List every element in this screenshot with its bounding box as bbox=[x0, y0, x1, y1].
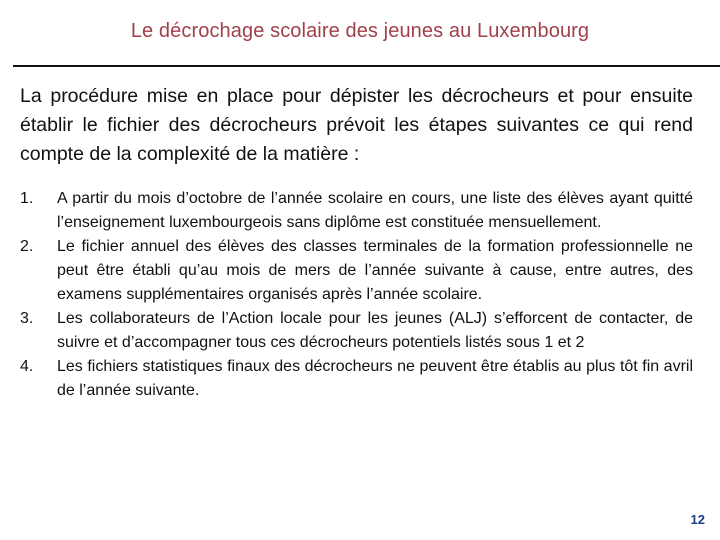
step-item-2 bbox=[20, 235, 693, 307]
page-number: 12 bbox=[690, 512, 705, 527]
step-text: Les fichiers statistiques finaux des décrocheurs ne peuvent être établis au plus tôt fin avril de l’année suivante. bbox=[57, 358, 693, 399]
step-item-3 bbox=[20, 307, 693, 355]
intro-paragraph: La procédure mise en place pour dépister les décrocheurs et pour ensuite établir le fichier des décrocheurs prévoit les étapes suivantes ce qui rend compte de la complexité de la matière : bbox=[20, 85, 693, 165]
title-divider bbox=[13, 65, 720, 67]
slide-title: Le décrochage scolaire des jeunes au Luxembourg bbox=[130, 20, 590, 42]
slide-body bbox=[20, 82, 693, 403]
step-number: 3. bbox=[20, 310, 34, 327]
step-number: 2. bbox=[20, 238, 34, 255]
step-item-1 bbox=[20, 187, 693, 235]
step-item-4 bbox=[20, 355, 693, 403]
step-number: 1. bbox=[20, 190, 34, 207]
step-text: Les collaborateurs de l’Action locale pour les jeunes (ALJ) s’efforcent de contacter, de suivre et d’accompagner tous ces décrocheurs potentiels listés sous 1 et 2 bbox=[57, 310, 693, 351]
step-number: 4. bbox=[20, 358, 34, 375]
step-text: A partir du mois d’octobre de l’année scolaire en cours, une liste des élèves ayant quitté l’enseignement luxembourgeois sans diplôme est constituée mensuellement. bbox=[57, 190, 693, 231]
steps-list bbox=[20, 187, 693, 403]
step-text: Le fichier annuel des élèves des classes terminales de la formation professionnelle ne peut être établi qu’au mois de mers de l’année suivante à cause, entre autres, des examens supplémentaires organisés après l’année scolaire. bbox=[57, 238, 693, 303]
